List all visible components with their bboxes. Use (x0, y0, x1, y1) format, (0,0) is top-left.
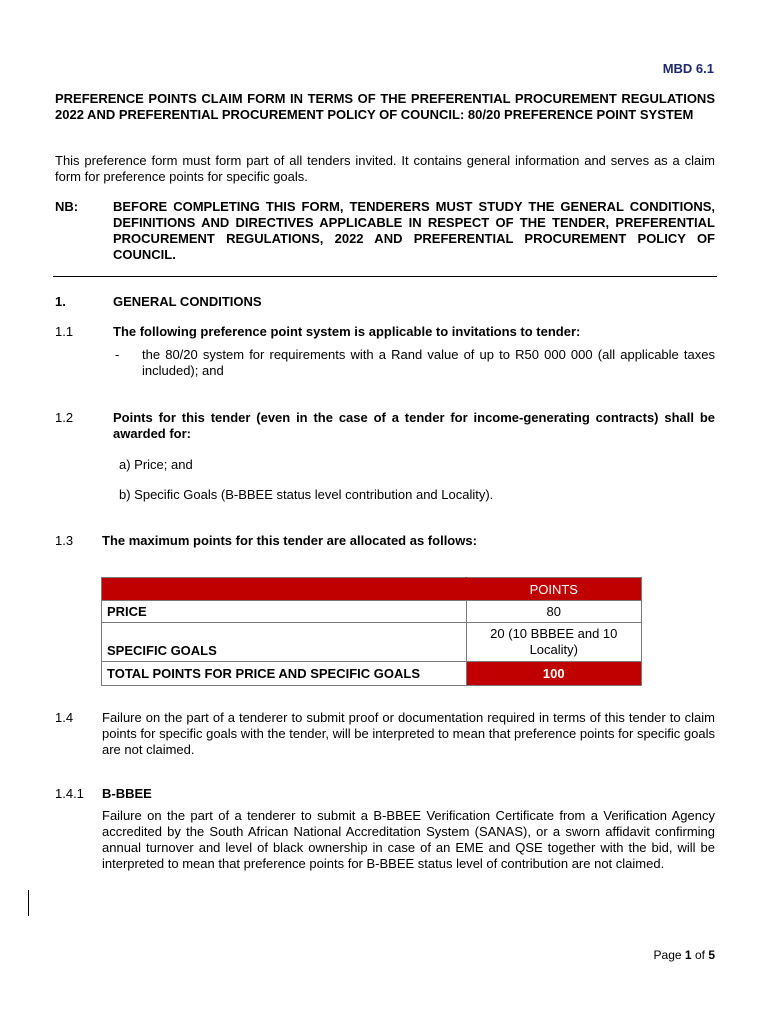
price-label: PRICE (102, 601, 467, 623)
section-1-4-1-heading: B-BBEE (102, 786, 152, 801)
total-points: 100 (466, 662, 641, 686)
change-bar (28, 890, 29, 916)
nb-label: NB: (55, 199, 79, 214)
table-row (102, 623, 642, 662)
section-1-2-number: 1.2 (55, 410, 74, 425)
points-table (101, 577, 642, 686)
intro-paragraph: This preference form must form part of all tenders invited. It contains general information and serves as a claim form for preference points for specific goals. (55, 153, 715, 184)
section-1-3-heading: The maximum points for this tender are allocated as follows: (102, 533, 477, 548)
of-word: of (694, 948, 705, 962)
form-title: PREFERENCE POINTS CLAIM FORM IN TERMS OF THE PREFERENTIAL PROCUREMENT REGULATIONS 2022 AND PREFERENTIAL PROCUREMENT POLICY OF COUNCIL: 80/20 PREFERENCE POINT SYSTEM (55, 91, 715, 122)
document-code: MBD 6.1 (662, 61, 714, 76)
section-1-heading: GENERAL CONDITIONS (113, 294, 262, 309)
page-word: Page (653, 948, 682, 962)
table-header-row (102, 578, 642, 601)
section-1-3-number: 1.3 (55, 533, 74, 548)
points-header: POINTS (466, 578, 641, 601)
bullet-marker: - (115, 347, 120, 362)
specific-goals-label: SPECIFIC GOALS (102, 623, 467, 662)
total-pages: 5 (708, 948, 715, 962)
section-1-1-number: 1.1 (55, 324, 74, 339)
section-1-4-1-number: 1.4.1 (55, 786, 84, 801)
section-1-4-number: 1.4 (55, 710, 74, 725)
total-label: TOTAL POINTS FOR PRICE AND SPECIFIC GOALS (102, 662, 467, 686)
current-page: 1 (684, 948, 692, 962)
table-row (102, 662, 642, 686)
divider (53, 276, 717, 277)
section-1-1-heading: The following preference point system is applicable to invitations to tender: (113, 324, 581, 339)
nb-text: BEFORE COMPLETING THIS FORM, TENDERERS MUST STUDY THE GENERAL CONDITIONS, DEFINITIONS AND DIRECTIVES APPLICABLE IN RESPECT OF THE TENDER, PREFERENTIAL PROCUREMENT REGULATIONS, 2022 AND PREFERENTIAL PROCUREMENT POLICY OF COUNCIL. (113, 199, 715, 262)
specific-goals-points: 20 (10 BBBEE and 10 Locality) (466, 623, 641, 662)
table-row (102, 601, 642, 623)
section-1-4-1-text: Failure on the part of a tenderer to submit a B-BBEE Verification Certificate from a Verification Agency accredited by the South African National Accreditation System (SANAS), or a sworn affidavit confirming annual turnover and level of black ownership in case of an EME and QSE together with the bid, will be interpreted to mean that preference points for B-BBEE status level of contribution are not claimed. (102, 808, 715, 871)
bullet-80-20-system: the 80/20 system for requirements with a Rand value of up to R50 000 000 (all applicable taxes included); and (142, 347, 715, 378)
page-number (654, 948, 715, 962)
price-points: 80 (466, 601, 641, 623)
item-b-specific-goals: b) Specific Goals (B-BBEE status level contribution and Locality). (119, 487, 494, 502)
header-blank-cell (102, 578, 467, 601)
section-1-2-heading: Points for this tender (even in the case of a tender for income-generating contracts) shall be awarded for: (113, 410, 715, 441)
section-1-number: 1. (55, 294, 66, 309)
item-a-price: a) Price; and (119, 457, 193, 472)
section-1-4-text: Failure on the part of a tenderer to submit proof or documentation required in terms of this tender to claim points for specific goals with the tender, will be interpreted to mean that preference points for specific goals are not claimed. (102, 710, 715, 757)
